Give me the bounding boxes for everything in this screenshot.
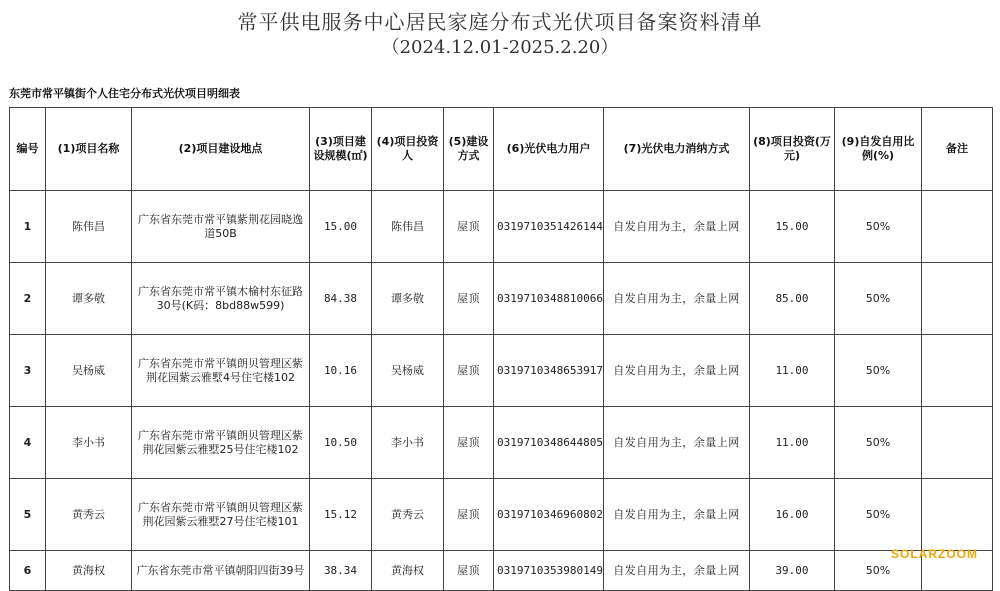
header-self-use-ratio: (9)自发自用比例(%) <box>835 108 922 191</box>
cell-investor: 谭多敬 <box>372 263 444 335</box>
cell-scale: 15.00 <box>310 191 372 263</box>
cell-remark <box>922 263 993 335</box>
cell-scale: 10.50 <box>310 407 372 479</box>
cell-location: 广东省东莞市常平镇朗贝管理区紫荆花园紫云雅墅25号住宅楼102 <box>132 407 310 479</box>
cell-investor: 黄海权 <box>372 551 444 591</box>
header-remark: 备注 <box>922 108 993 191</box>
cell-location: 广东省东莞市常平镇紫荆花园晓逸道50B <box>132 191 310 263</box>
cell-method: 屋顶 <box>444 263 494 335</box>
cell-consumption-mode: 自发自用为主，余量上网 <box>604 551 750 591</box>
document-title: 常平供电服务中心居民家庭分布式光伏项目备案资料清单 <box>237 10 763 34</box>
cell-location: 广东省东莞市常平镇朗贝管理区紫荆花园紫云雅墅4号住宅楼102 <box>132 335 310 407</box>
cell-self-use-ratio: 50% <box>835 335 922 407</box>
cell-power-user: 0319710353980149 <box>494 551 604 591</box>
cell-method: 屋顶 <box>444 551 494 591</box>
header-consumption-mode: (7)光伏电力消纳方式 <box>604 108 750 191</box>
cell-consumption-mode: 自发自用为主，余量上网 <box>604 263 750 335</box>
cell-location: 广东省东莞市常平镇木棆村东征路30号(K码：8bd88w599) <box>132 263 310 335</box>
cell-no: 2 <box>10 263 46 335</box>
cell-project-name: 谭多敬 <box>46 263 132 335</box>
cell-no: 5 <box>10 479 46 551</box>
cell-no: 6 <box>10 551 46 591</box>
document-date-range: （2024.12.01-2025.2.20） <box>381 37 619 58</box>
table-row <box>10 407 993 479</box>
header-scale: (3)项目建设规模(㎡) <box>310 108 372 191</box>
cell-project-name: 吴杨威 <box>46 335 132 407</box>
header-method: (5)建设方式 <box>444 108 494 191</box>
cell-investment: 11.00 <box>750 407 835 479</box>
project-table <box>9 107 993 591</box>
table-row <box>10 263 993 335</box>
cell-investment: 11.00 <box>750 335 835 407</box>
cell-investment: 16.00 <box>750 479 835 551</box>
cell-investor: 陈伟昌 <box>372 191 444 263</box>
cell-no: 1 <box>10 191 46 263</box>
cell-power-user: 0319710346960802 <box>494 479 604 551</box>
table-header-row <box>10 108 993 191</box>
table-row <box>10 335 993 407</box>
cell-investment: 39.00 <box>750 551 835 591</box>
header-project-name: (1)项目名称 <box>46 108 132 191</box>
table-section-title: 东莞市常平镇街个人住宅分布式光伏项目明细表 <box>9 87 240 100</box>
cell-consumption-mode: 自发自用为主，余量上网 <box>604 191 750 263</box>
cell-consumption-mode: 自发自用为主，余量上网 <box>604 335 750 407</box>
cell-investor: 吴杨威 <box>372 335 444 407</box>
cell-scale: 15.12 <box>310 479 372 551</box>
header-location: (2)项目建设地点 <box>132 108 310 191</box>
cell-self-use-ratio: 50% <box>835 407 922 479</box>
cell-method: 屋顶 <box>444 191 494 263</box>
cell-self-use-ratio: 50% <box>835 263 922 335</box>
cell-project-name: 黄秀云 <box>46 479 132 551</box>
cell-scale: 10.16 <box>310 335 372 407</box>
table-row <box>10 479 993 551</box>
table-row <box>10 551 993 591</box>
cell-remark <box>922 191 993 263</box>
cell-investor: 黄秀云 <box>372 479 444 551</box>
cell-power-user: 0319710348653917 <box>494 335 604 407</box>
cell-self-use-ratio: 50% <box>835 479 922 551</box>
cell-project-name: 李小书 <box>46 407 132 479</box>
cell-method: 屋顶 <box>444 335 494 407</box>
cell-project-name: 黄海权 <box>46 551 132 591</box>
cell-investment: 85.00 <box>750 263 835 335</box>
header-investment: (8)项目投资(万元) <box>750 108 835 191</box>
cell-consumption-mode: 自发自用为主，余量上网 <box>604 407 750 479</box>
cell-method: 屋顶 <box>444 479 494 551</box>
cell-investment: 15.00 <box>750 191 835 263</box>
header-no: 编号 <box>10 108 46 191</box>
cell-scale: 84.38 <box>310 263 372 335</box>
cell-scale: 38.34 <box>310 551 372 591</box>
header-investor: (4)项目投资人 <box>372 108 444 191</box>
cell-no: 4 <box>10 407 46 479</box>
cell-method: 屋顶 <box>444 407 494 479</box>
table-row <box>10 191 993 263</box>
cell-remark <box>922 479 993 551</box>
cell-remark <box>922 335 993 407</box>
cell-location: 广东省东莞市常平镇朝阳四街39号 <box>132 551 310 591</box>
cell-no: 3 <box>10 335 46 407</box>
cell-self-use-ratio: 50% <box>835 551 922 591</box>
header-power-user: (6)光伏电力用户 <box>494 108 604 191</box>
cell-project-name: 陈伟昌 <box>46 191 132 263</box>
cell-remark <box>922 407 993 479</box>
cell-self-use-ratio: 50% <box>835 191 922 263</box>
cell-location: 广东省东莞市常平镇朗贝管理区紫荆花园紫云雅墅27号住宅楼101 <box>132 479 310 551</box>
cell-power-user: 0319710351426144 <box>494 191 604 263</box>
cell-investor: 李小书 <box>372 407 444 479</box>
cell-power-user: 0319710348644805 <box>494 407 604 479</box>
cell-consumption-mode: 自发自用为主，余量上网 <box>604 479 750 551</box>
cell-power-user: 0319710348810066 <box>494 263 604 335</box>
watermark-logo: SOLARZOOM <box>891 547 978 561</box>
